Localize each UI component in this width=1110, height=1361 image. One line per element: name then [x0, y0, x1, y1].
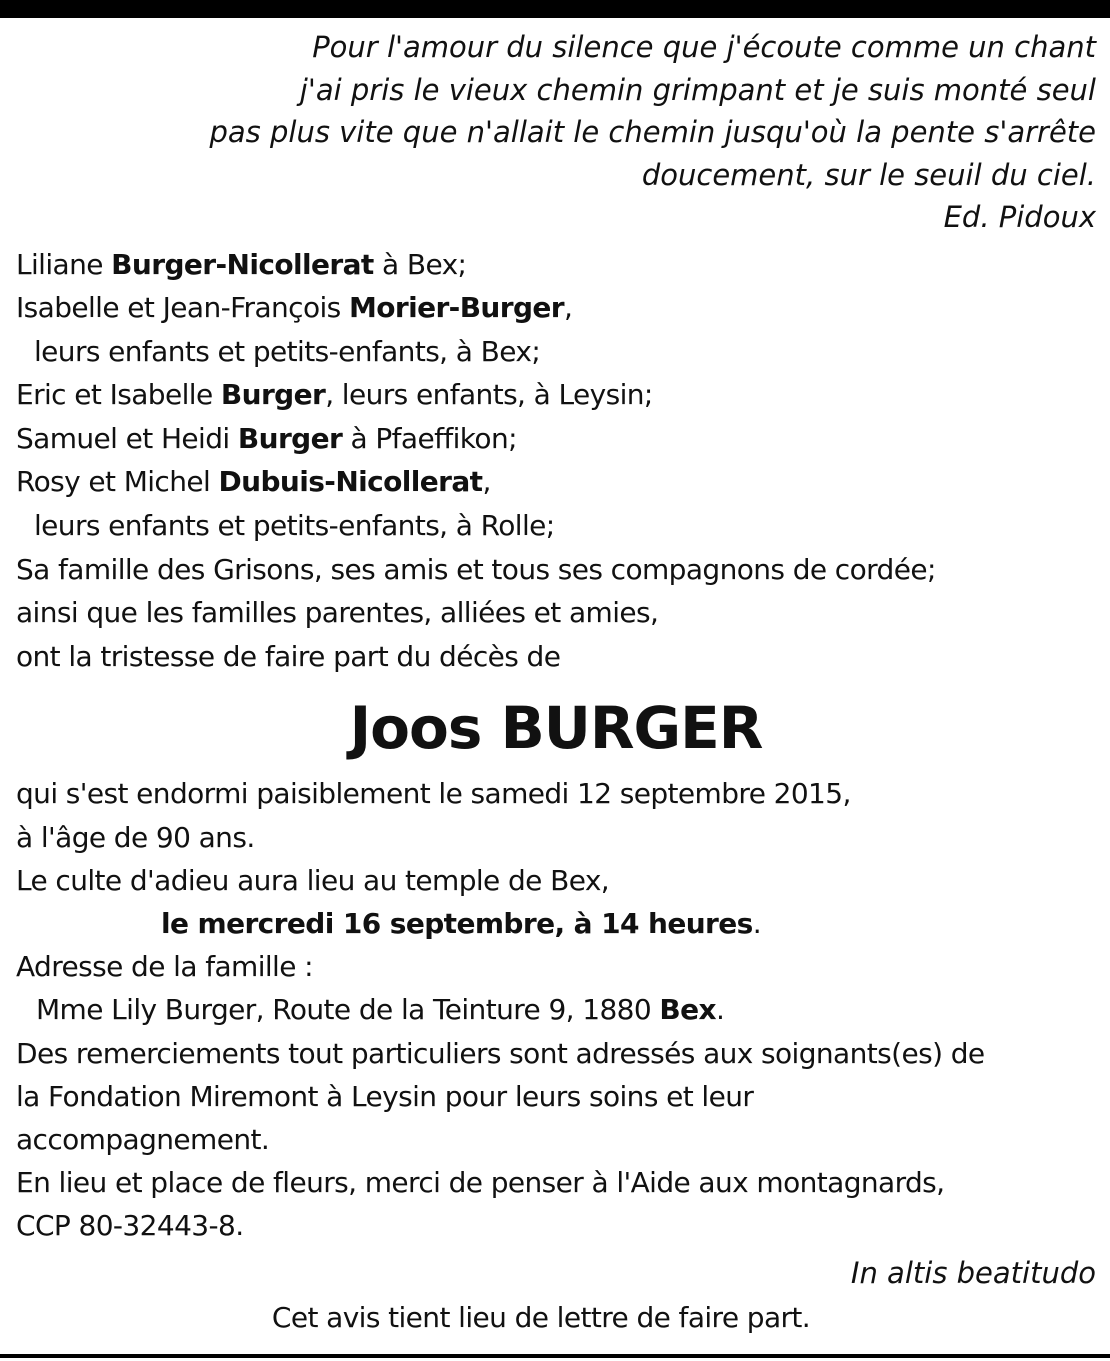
- poem-author: Ed. Pidoux: [943, 200, 1096, 234]
- family-location: à Pfaeffikon;: [342, 421, 517, 455]
- poem-line: doucement, sur le seuil du ciel.: [641, 157, 1096, 192]
- family-line: leurs enfants et petits-enfants, à Bex;: [34, 334, 541, 368]
- address-text: Mme Lily Burger, Route de la Teinture 9, 1880: [36, 993, 660, 1027]
- poem-line: j'ai pris le vieux chemin grimpant et je suis monté seul: [299, 72, 1096, 107]
- family-line: [16, 417, 1096, 461]
- detail-line: Le culte d'adieu aura lieu au temple de Bex,: [16, 863, 610, 897]
- family-surname: Burger: [237, 421, 343, 455]
- family-line: ainsi que les familles parentes, alliées et amies,: [16, 596, 659, 630]
- family-first-names: Isabelle et Jean-François: [16, 291, 349, 325]
- family-location: ,: [482, 465, 491, 499]
- family-line: [16, 373, 1096, 417]
- poem-line: pas plus vite que n'allait le chemin jusqu'où la pente s'arrête: [209, 115, 1096, 149]
- family-first-names: Rosy et Michel: [16, 465, 219, 499]
- family-surname: Burger-Nicollerat: [111, 247, 374, 281]
- family-address: [16, 988, 1096, 1031]
- obituary-notice: [16, 26, 1096, 1340]
- family-location: , leurs enfants, à Leysin;: [325, 378, 653, 412]
- poem-epigraph: [16, 26, 1096, 239]
- funeral-details: [16, 772, 1096, 1247]
- family-location: ,: [564, 291, 573, 325]
- family-line: [16, 243, 1096, 287]
- poem-line: Pour l'amour du silence que j'écoute comme un chant: [312, 30, 1096, 64]
- detail-line: à l'âge de 90 ans.: [16, 820, 255, 854]
- detail-line: qui s'est endormi paisiblement le samedi 12 septembre 2015,: [16, 777, 851, 811]
- detail-line: En lieu et place de fleurs, merci de penser à l'Aide aux montagnards,: [16, 1166, 945, 1200]
- family-line: [16, 286, 1096, 330]
- motto: In altis beatitudo: [850, 1255, 1096, 1290]
- family-line: Sa famille des Grisons, ses amis et tous ses compagnons de cordée;: [16, 552, 936, 586]
- family-surname: Morier-Burger: [348, 291, 565, 325]
- ceremony-date-bold: le mercredi 16 septembre, à 14 heures: [160, 907, 753, 941]
- detail-line: Adresse de la famille :: [16, 950, 313, 984]
- family-first-names: Eric et Isabelle: [16, 378, 221, 412]
- detail-line: accompagnement.: [16, 1123, 270, 1157]
- bottom-rule: [0, 1354, 1110, 1358]
- ceremony-date: [16, 902, 1096, 945]
- family-location: à Bex;: [373, 247, 467, 281]
- family-list: [16, 243, 1096, 679]
- punctuation: .: [716, 993, 725, 1027]
- detail-line: la Fondation Miremont à Leysin pour leurs soins et leur: [16, 1079, 754, 1113]
- family-surname: Burger: [220, 378, 326, 412]
- family-surname: Dubuis-Nicollerat: [218, 465, 483, 499]
- top-rule: [0, 0, 1110, 18]
- family-first-names: Liliane: [16, 247, 112, 281]
- address-town: Bex: [659, 993, 717, 1027]
- detail-line: CCP 80-32443-8.: [16, 1209, 244, 1243]
- family-first-names: Samuel et Heidi: [16, 421, 238, 455]
- family-line: [16, 460, 1096, 504]
- family-line: leurs enfants et petits-enfants, à Rolle;: [34, 509, 555, 543]
- detail-line: Des remerciements tout particuliers sont adressés aux soignants(es) de: [16, 1036, 985, 1070]
- closing-note: Cet avis tient lieu de lettre de faire part.: [271, 1300, 811, 1334]
- deceased-name: Joos BURGER: [349, 694, 763, 763]
- punctuation: .: [752, 907, 762, 941]
- family-line: ont la tristesse de faire part du décès de: [16, 639, 561, 673]
